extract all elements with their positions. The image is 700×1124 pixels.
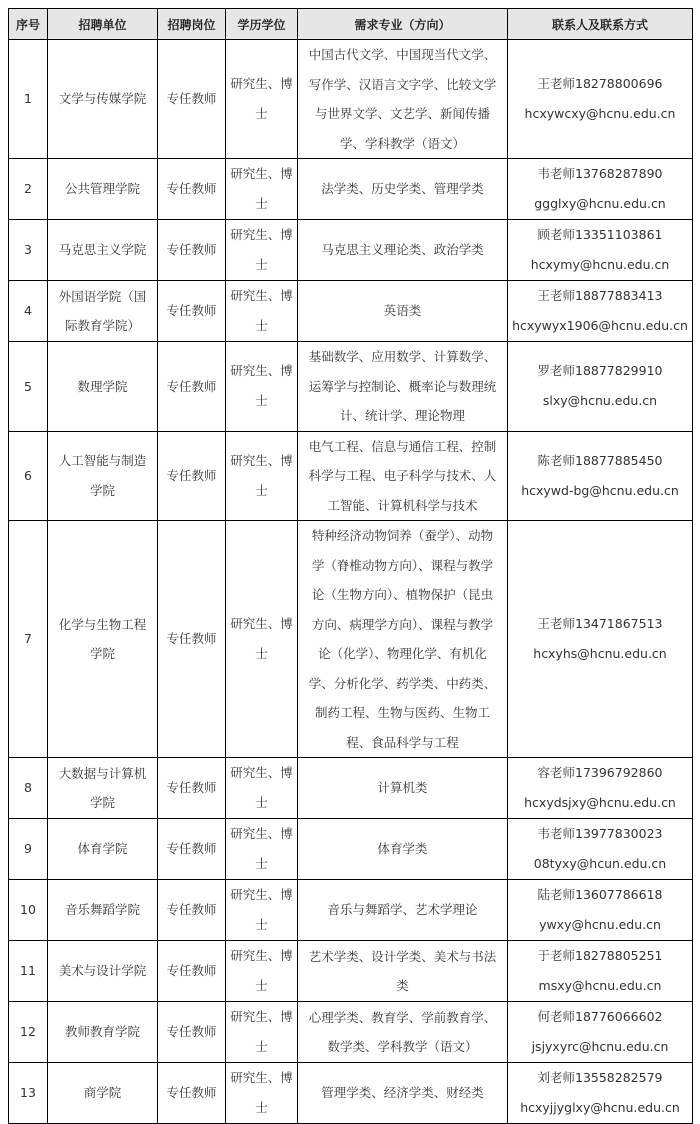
degree-cell: [226, 1063, 298, 1124]
major-line: 论（生物方向）、植物保护（昆虫: [311, 587, 494, 602]
major-line: 中国古代文学、中国现当代文学、: [308, 47, 497, 62]
contact-cell: [508, 281, 693, 342]
major-line: 电气工程、信息与通信工程、控制: [308, 438, 497, 454]
major-line: 体育学类: [377, 841, 428, 857]
post-cell: 专任教师: [158, 220, 226, 281]
contact-name-phone: 顾老师13351103861: [537, 227, 663, 242]
contact-name-phone: 韦老师13977830023: [537, 826, 663, 841]
contact-cell: [508, 342, 693, 432]
table-row: [9, 941, 693, 1002]
row-number-cell: 9: [9, 819, 48, 880]
major-line: 程、食品科学与工程: [346, 734, 459, 750]
unit-cell: [48, 941, 158, 1002]
degree-cell: [226, 431, 298, 521]
majors-cell: [298, 40, 508, 159]
table-body: [9, 40, 693, 1124]
majors-cell: [298, 521, 508, 758]
header-row: [9, 9, 693, 40]
major-line: 制药工程、生物与医药、生物工: [314, 705, 490, 720]
contact-cell: [508, 220, 693, 281]
major-line: 类: [396, 978, 409, 993]
degree-line: 研究生、博: [230, 887, 293, 902]
row-number-cell: 1: [9, 40, 48, 159]
post-cell: 专任教师: [158, 758, 226, 819]
major-line: 运筹学与控制论、概率论与数理统: [308, 378, 497, 394]
table-row: [9, 220, 693, 281]
degree-line: 研究生、博: [230, 948, 293, 963]
contact-email: hcxywcxy@hcnu.edu.cn: [524, 106, 676, 121]
unit-cell: [48, 220, 158, 281]
major-line: 学、分析化学、药学类、中药类、: [308, 675, 497, 691]
unit-line: 公共管理学院: [64, 181, 140, 197]
table-row: [9, 880, 693, 941]
row-number-cell: 7: [9, 521, 48, 758]
contact-name-phone: 于老师18278805251: [537, 948, 663, 963]
degree-cell: [226, 220, 298, 281]
unit-line: 化学与生物工程: [58, 616, 147, 632]
major-line: 特种经济动物饲养（蚕学）、动物: [311, 528, 494, 543]
degree-line: 士: [255, 196, 268, 211]
majors-cell: [298, 1002, 508, 1063]
unit-line: 商学院: [83, 1085, 122, 1101]
contact-email: jsjyxyrc@hcnu.edu.cn: [531, 1039, 669, 1054]
degree-line: 士: [255, 106, 268, 121]
major-line: 计算机类: [377, 780, 428, 796]
contact-email: hcxydsjxy@hcnu.edu.cn: [524, 795, 676, 810]
majors-cell: [298, 1063, 508, 1124]
unit-cell: [48, 521, 158, 758]
row-number-cell: 6: [9, 431, 48, 521]
majors-cell: [298, 431, 508, 521]
major-line: 计、统计学、理论物理: [339, 408, 465, 423]
contact-name-phone: 王老师13471867513: [537, 616, 663, 631]
major-line: 马克思主义理论类、政治学类: [321, 242, 484, 258]
degree-line: 研究生、博: [230, 1009, 293, 1024]
contact-email: ggglxy@hcnu.edu.cn: [534, 196, 666, 211]
table-row: [9, 819, 693, 880]
majors-cell: [298, 819, 508, 880]
degree-line: 士: [255, 393, 268, 409]
major-line: 方向、病理学方向）、课程与教学: [311, 616, 494, 632]
table-row: [9, 159, 693, 220]
contact-name-phone: 王老师18877883413: [537, 288, 663, 303]
contact-name-phone: 容老师17396792860: [537, 765, 663, 780]
contact-cell: [508, 431, 693, 521]
degree-line: 研究生、博: [230, 452, 293, 468]
unit-cell: [48, 1002, 158, 1063]
degree-line: 研究生、博: [230, 363, 293, 379]
unit-line: 学院: [89, 795, 115, 810]
unit-line: 学院: [89, 646, 115, 661]
degree-line: 士: [255, 1039, 268, 1054]
post-cell: 专任教师: [158, 40, 226, 159]
degree-line: 士: [255, 856, 268, 871]
unit-cell: [48, 342, 158, 432]
contact-name-phone: 罗老师18877829910: [537, 363, 663, 379]
table-row: [9, 758, 693, 819]
degree-cell: [226, 941, 298, 1002]
unit-cell: [48, 281, 158, 342]
post-cell: 专任教师: [158, 1063, 226, 1124]
major-line: 学（脊椎动物方向）、课程与教学: [311, 557, 494, 573]
post-cell: 专任教师: [158, 431, 226, 521]
major-line: 心理学类、教育学、学前教育学、: [308, 1009, 497, 1025]
contact-cell: [508, 521, 693, 758]
contact-email: hcxymy@hcnu.edu.cn: [530, 257, 670, 272]
major-line: 数学类、学科教学（语文）: [327, 1039, 478, 1054]
table-row: [9, 40, 693, 159]
degree-line: 研究生、博: [230, 1070, 293, 1085]
contact-cell: [508, 880, 693, 941]
unit-cell: [48, 819, 158, 880]
table-row: [9, 431, 693, 521]
majors-cell: [298, 758, 508, 819]
degree-line: 士: [255, 257, 268, 272]
header-post: 招聘岗位: [158, 9, 226, 40]
row-number-cell: 2: [9, 159, 48, 220]
majors-cell: [298, 159, 508, 220]
unit-line: 学院: [89, 482, 115, 498]
majors-cell: [298, 281, 508, 342]
unit-line: 际教育学院）: [64, 318, 140, 333]
degree-line: 士: [255, 646, 268, 661]
majors-cell: [298, 941, 508, 1002]
post-cell: 专任教师: [158, 342, 226, 432]
table-row: [9, 1063, 693, 1124]
header-majors: 需求专业（方向）: [298, 9, 508, 40]
contact-name-phone: 陆老师13607786618: [537, 887, 663, 902]
header-degree: 学历学位: [226, 9, 298, 40]
degree-cell: [226, 281, 298, 342]
contact-email: 08tyxy@hcun.edu.cn: [533, 856, 667, 871]
majors-cell: [298, 220, 508, 281]
degree-line: 研究生、博: [230, 288, 293, 303]
majors-cell: [298, 880, 508, 941]
major-line: 艺术学类、设计学类、美术与书法: [308, 948, 497, 964]
major-line: 学、学科教学（语文）: [339, 135, 465, 151]
contact-cell: [508, 941, 693, 1002]
degree-cell: [226, 819, 298, 880]
degree-line: 研究生、博: [230, 826, 293, 841]
unit-line: 人工智能与制造: [58, 453, 147, 469]
contact-name-phone: 韦老师13768287890: [537, 166, 663, 181]
degree-line: 研究生、博: [230, 227, 293, 242]
degree-line: 士: [255, 917, 268, 932]
contact-email: slxy@hcnu.edu.cn: [542, 393, 658, 409]
post-cell: 专任教师: [158, 941, 226, 1002]
unit-line: 外国语学院（国: [58, 288, 147, 304]
contact-email: hcxywyx1906@hcnu.edu.cn: [512, 318, 688, 333]
unit-line: 美术与设计学院: [58, 963, 147, 979]
header-contact: 联系人及联系方式: [508, 9, 693, 40]
contact-name-phone: 刘老师13558282579: [537, 1070, 663, 1085]
major-line: 音乐与舞蹈学、艺术学理论: [327, 902, 478, 918]
majors-cell: [298, 342, 508, 432]
degree-line: 士: [255, 1100, 268, 1115]
unit-cell: [48, 431, 158, 521]
row-number-cell: 8: [9, 758, 48, 819]
major-line: 工智能、计算机科学与技术: [327, 497, 478, 513]
post-cell: 专任教师: [158, 521, 226, 758]
major-line: 科学与工程、电子科学与技术、人: [308, 468, 497, 483]
degree-cell: [226, 880, 298, 941]
contact-email: ywxy@hcnu.edu.cn: [539, 917, 661, 932]
degree-line: 士: [255, 795, 268, 810]
post-cell: 专任教师: [158, 819, 226, 880]
major-line: 英语类: [383, 303, 422, 319]
unit-line: 教师教育学院: [64, 1024, 140, 1040]
degree-line: 研究生、博: [230, 166, 293, 181]
unit-line: 音乐舞蹈学院: [64, 902, 140, 918]
recruitment-table: [8, 8, 693, 1124]
post-cell: 专任教师: [158, 880, 226, 941]
table-row: [9, 1002, 693, 1063]
unit-line: 体育学院: [77, 841, 128, 857]
contact-cell: [508, 1002, 693, 1063]
degree-line: 研究生、博: [230, 616, 293, 631]
header-no: 序号: [9, 9, 48, 40]
row-number-cell: 3: [9, 220, 48, 281]
post-cell: 专任教师: [158, 1002, 226, 1063]
major-line: 与世界文学、文艺学、新闻传播: [314, 106, 490, 121]
row-number-cell: 13: [9, 1063, 48, 1124]
post-cell: 专任教师: [158, 159, 226, 220]
unit-line: 数理学院: [77, 378, 128, 394]
major-line: 写作学、汉语言文字学、比较文学: [308, 76, 497, 92]
contact-cell: [508, 1063, 693, 1124]
contact-email: hcxyhs@hcnu.edu.cn: [533, 646, 667, 661]
contact-cell: [508, 40, 693, 159]
row-number-cell: 12: [9, 1002, 48, 1063]
post-cell: 专任教师: [158, 281, 226, 342]
contact-email: msxy@hcnu.edu.cn: [538, 978, 662, 993]
major-line: 论（化学）、物理化学、有机化: [318, 646, 487, 661]
table-row: [9, 342, 693, 432]
unit-line: 文学与传媒学院: [58, 91, 147, 107]
unit-cell: [48, 880, 158, 941]
row-number-cell: 4: [9, 281, 48, 342]
table-row: [9, 281, 693, 342]
major-line: 基础数学、应用数学、计算数学、: [308, 349, 497, 364]
contact-cell: [508, 758, 693, 819]
unit-cell: [48, 1063, 158, 1124]
table-row: [9, 521, 693, 758]
major-line: 法学类、历史学类、管理学类: [321, 181, 484, 197]
contact-cell: [508, 159, 693, 220]
contact-name-phone: 王老师18278800696: [537, 76, 663, 91]
unit-cell: [48, 159, 158, 220]
unit-cell: [48, 758, 158, 819]
row-number-cell: 10: [9, 880, 48, 941]
major-line: 管理学类、经济学类、财经类: [321, 1085, 484, 1101]
unit-cell: [48, 40, 158, 159]
unit-line: 大数据与计算机: [58, 765, 147, 781]
contact-email: hcxyjjyglxy@hcnu.edu.cn: [520, 1100, 680, 1115]
row-number-cell: 11: [9, 941, 48, 1002]
degree-line: 研究生、博: [230, 76, 293, 91]
degree-cell: [226, 758, 298, 819]
contact-email: hcxywd-bg@hcnu.edu.cn: [521, 482, 679, 498]
unit-line: 马克思主义学院: [58, 242, 147, 258]
contact-name-phone: 陈老师18877885450: [537, 452, 663, 468]
degree-line: 士: [255, 482, 268, 498]
header-unit: 招聘单位: [48, 9, 158, 40]
degree-line: 研究生、博: [230, 765, 293, 780]
row-number-cell: 5: [9, 342, 48, 432]
contact-name-phone: 何老师18776066602: [537, 1009, 663, 1024]
contact-cell: [508, 819, 693, 880]
degree-line: 士: [255, 978, 268, 993]
degree-cell: [226, 342, 298, 432]
degree-cell: [226, 1002, 298, 1063]
degree-cell: [226, 40, 298, 159]
degree-line: 士: [255, 318, 268, 333]
degree-cell: [226, 159, 298, 220]
degree-cell: [226, 521, 298, 758]
